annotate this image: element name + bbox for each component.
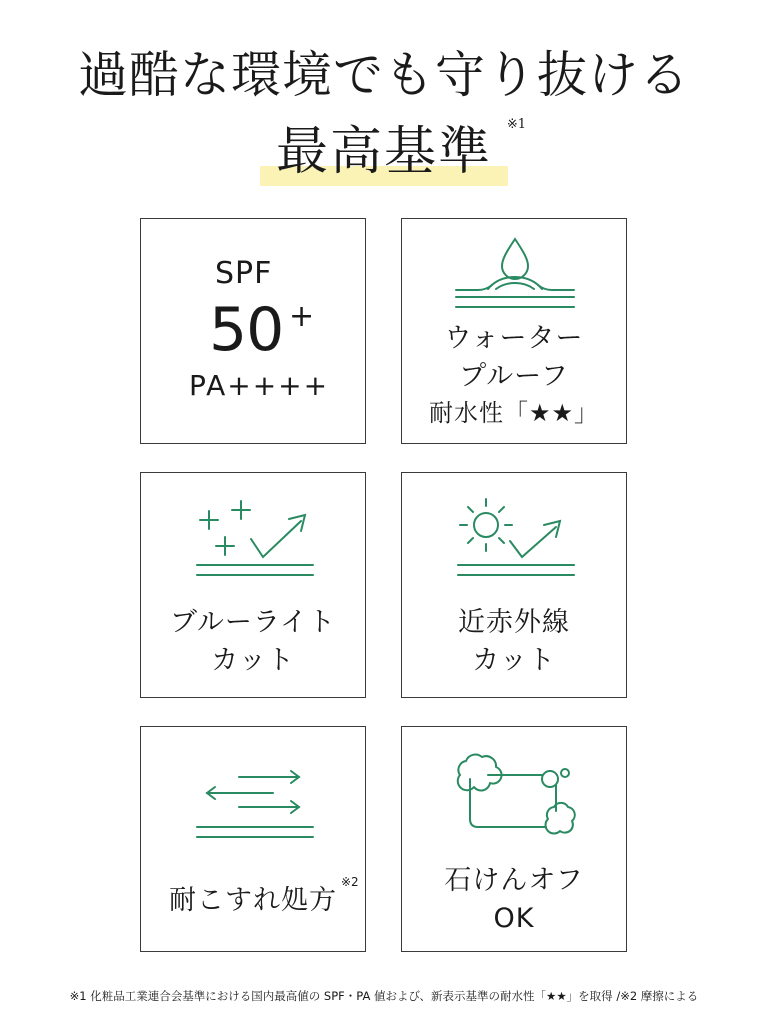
- card-soapoff: [401, 726, 627, 952]
- card-spf: [140, 218, 366, 444]
- water-drop-icon: [402, 219, 628, 329]
- soapoff-line2: OK: [493, 903, 535, 934]
- card-waterproof: [401, 218, 627, 444]
- spf-value: 50: [209, 295, 284, 365]
- infrared-line2: カット: [472, 645, 556, 676]
- soapoff-line1: 石けんオフ: [444, 865, 584, 896]
- bluelight-line1: ブルーライト: [169, 607, 337, 638]
- bluelight-line2: カット: [211, 645, 295, 676]
- waterproof-line1: ウォーター: [444, 323, 584, 354]
- soap-bubbles-icon: [402, 727, 628, 847]
- friction-line1: 耐こすれ処方: [169, 885, 337, 916]
- subheadline-note: ※1: [506, 117, 526, 132]
- sun-arrow-icon: [402, 473, 628, 593]
- friction-note: ※2: [341, 875, 359, 889]
- sparkle-arrow-icon: [141, 473, 367, 593]
- waterproof-line3: 耐水性「★★」: [428, 399, 600, 427]
- footnote: ※1 化粧品工業連合会基準における国内最高値の SPF・PA 値および、新表示基準の耐水性「★★」を取得 /※2 摩擦による: [69, 989, 699, 1003]
- spf-plus: +: [289, 299, 315, 334]
- subheadline-text: 最高基準: [275, 122, 492, 182]
- waterproof-line2: プルーフ: [459, 361, 569, 392]
- subheadline: [272, 116, 526, 188]
- card-infrared: [401, 472, 627, 698]
- card-bluelight: [140, 472, 366, 698]
- card-friction: [140, 726, 366, 952]
- spf-label: SPF: [215, 256, 273, 291]
- pa-label: PA++++: [189, 369, 330, 402]
- infrared-line1: 近赤外線: [458, 607, 570, 638]
- subheadline-wrap: [0, 116, 768, 188]
- friction-arrows-icon: [141, 727, 367, 857]
- headline: 過酷な環境でも守り抜ける: [78, 46, 690, 104]
